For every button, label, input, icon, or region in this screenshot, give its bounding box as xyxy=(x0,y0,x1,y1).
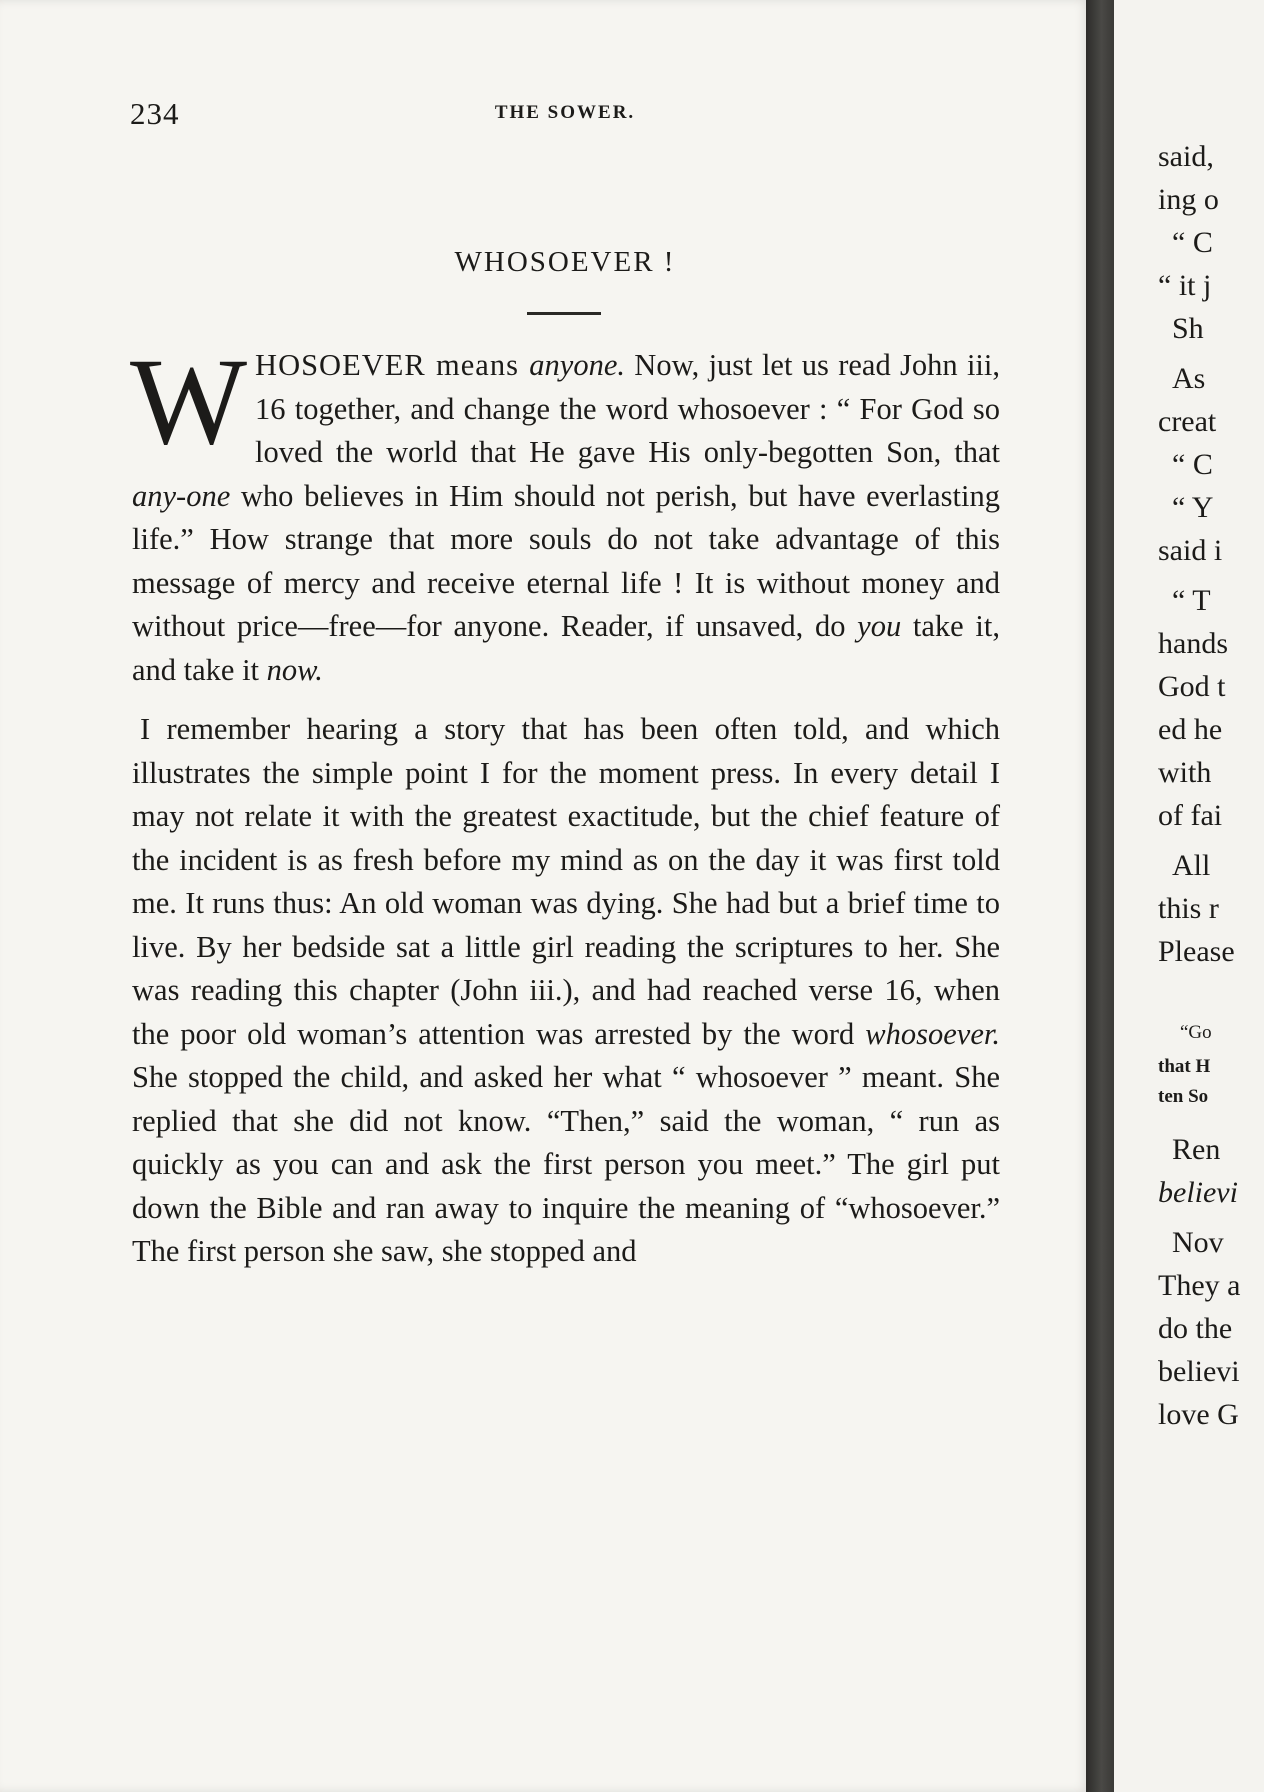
page-header xyxy=(130,96,1000,136)
paragraph-1 xyxy=(130,333,1000,692)
right-line: As xyxy=(1172,362,1206,395)
right-line: love G xyxy=(1158,1398,1239,1431)
right-line: All xyxy=(1172,849,1211,882)
p2-text-1: I remember hearing a story that has been often told, and which illustrates the simple point I for the moment press. In every detail I may not relate it with the greatest exactitude, but the chief feature of the incident is as fresh before my mind as on the day it was first told me. It runs thus: An old woman was dying. She had but a brief time to live. By her bedside sat a little girl reading the scriptures to her. She was reading this chapter (John iii.), and had reached verse 16, when the poor old woman’s attention was arrested by the word xyxy=(132,712,1000,1051)
page-number: 234 xyxy=(130,96,180,131)
right-line: do the xyxy=(1158,1312,1233,1345)
right-line: Sh xyxy=(1172,312,1204,345)
right-line: “Go xyxy=(1180,1022,1212,1043)
drop-cap: W xyxy=(130,333,248,470)
right-line: God t xyxy=(1158,670,1226,703)
article-title: WHOSOEVER ! xyxy=(454,246,676,278)
paragraph-2 xyxy=(132,708,1000,1274)
right-line: “ T xyxy=(1172,584,1211,617)
p1-emphasis-4: now. xyxy=(266,652,323,687)
p2-emphasis-1: whosoever. xyxy=(865,1016,1000,1051)
right-page xyxy=(1114,0,1264,1792)
right-line: “ it j xyxy=(1158,269,1212,302)
right-line: Nov xyxy=(1172,1226,1224,1259)
p1-text-1: HOSOEVER means xyxy=(255,348,530,382)
right-line: with xyxy=(1158,756,1212,789)
right-line: said i xyxy=(1158,534,1223,567)
title-rule xyxy=(527,312,601,315)
right-line: ing o xyxy=(1158,183,1219,216)
right-line: believi xyxy=(1158,1176,1238,1209)
right-line: believi xyxy=(1158,1355,1240,1388)
p1-text-2: Now, just let us read John iii, 16 together, and change the word whosoever : “ For God so loved the world that He gave His only-begotten Son, that xyxy=(255,348,1000,469)
right-line: that H xyxy=(1158,1056,1211,1077)
right-line: ed he xyxy=(1158,713,1223,746)
right-line: said, xyxy=(1158,140,1214,173)
right-line: creat xyxy=(1158,405,1217,438)
p1-emphasis-3: you xyxy=(857,609,902,643)
p1-text-4: take it, and take it xyxy=(132,609,1000,687)
running-title: THE SOWER. xyxy=(494,102,636,123)
right-line: of fai xyxy=(1158,799,1223,832)
right-line: hands xyxy=(1158,627,1228,660)
p1-text-3: who believes in Him should not perish, but have everlasting life.” How strange that more souls do not take advantage of this message of mercy and receive eternal life ! It is without money and without price—free—for anyone. Reader, if unsaved, do xyxy=(132,478,1000,643)
right-line: “ C xyxy=(1172,448,1213,481)
p1-emphasis-2: any-one xyxy=(132,478,231,513)
right-line: this r xyxy=(1158,892,1219,925)
right-line: ten So xyxy=(1158,1086,1209,1107)
p2-text-2: She stopped the child, and asked her what “ whosoever ” meant. She replied that she did not know. “Then,” said the woman, “ run as quickly as you can and ask the first person you meet.” The girl put down the Bible and ran away to inquire the meaning of “whosoever.” The first person she saw, she stopped and xyxy=(132,1060,1000,1268)
p1-emphasis-1: anyone. xyxy=(529,348,625,382)
right-line: They a xyxy=(1158,1269,1241,1302)
right-line: “ C xyxy=(1172,226,1213,259)
right-line: Please xyxy=(1158,935,1235,968)
book-gutter xyxy=(1086,0,1114,1792)
right-line: “ Y xyxy=(1172,491,1214,524)
article-body xyxy=(130,333,1000,1274)
right-line: Ren xyxy=(1172,1133,1221,1166)
